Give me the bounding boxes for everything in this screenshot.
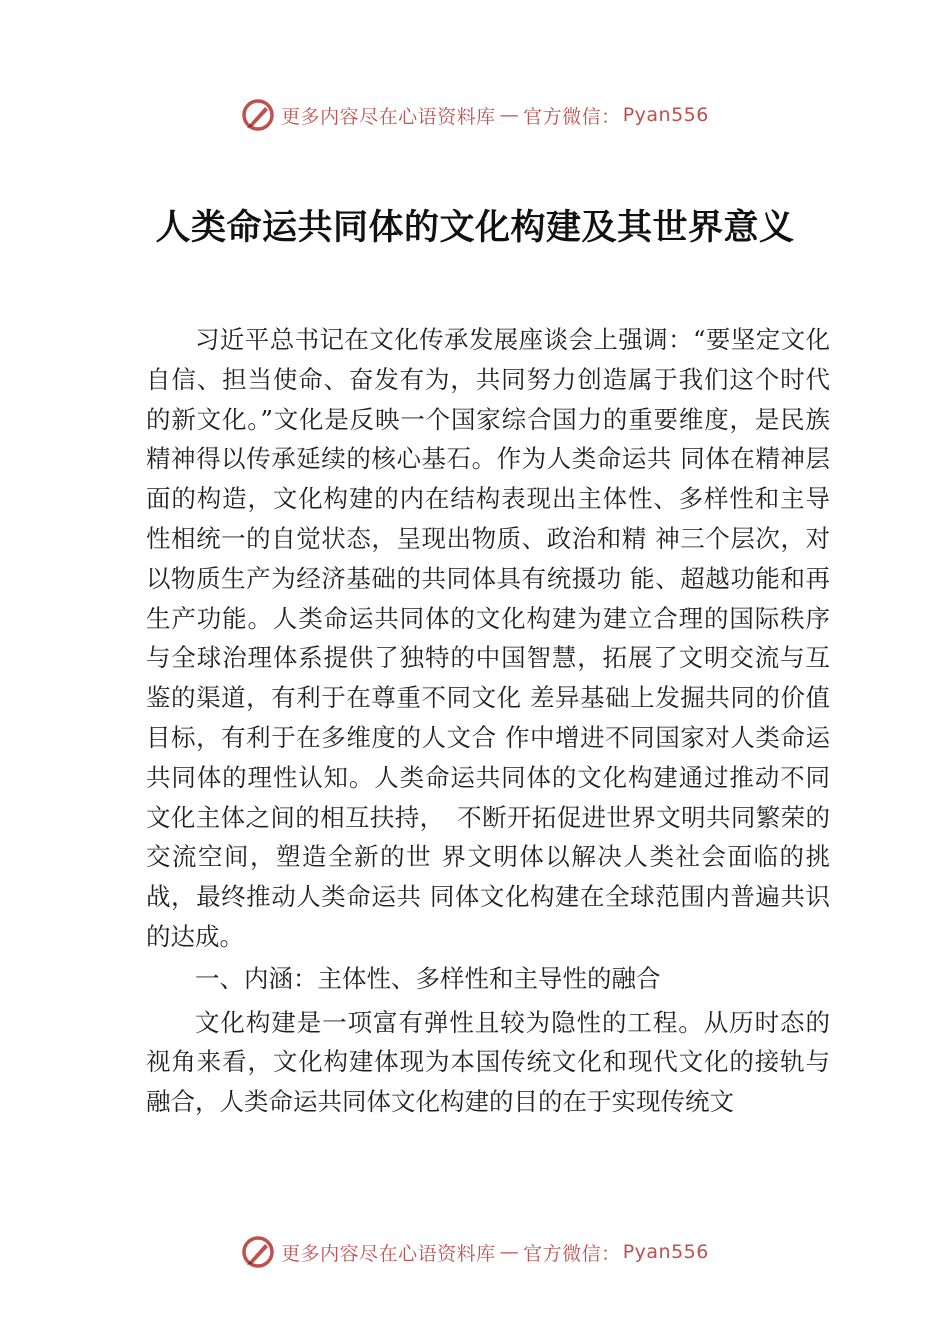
header-banner — [0, 95, 950, 135]
banner-text: 更多内容尽在心语资料库 — [281, 1242, 496, 1265]
section-heading: 一、内涵：主体性、多样性和主导性的融合 — [195, 963, 661, 993]
document-title: 人类命运共同体的文化构建及其世界意义 — [155, 207, 795, 248]
banner-text: 更多内容尽在心语资料库 — [281, 105, 496, 128]
banner-separator: — — [499, 104, 520, 126]
banner-wechat-id: Pyan556 — [622, 104, 709, 126]
paragraph-section-1: 文化构建是一项富有弹性且较为隐性的工程。从历时态的视角来看，文化构建体现为本国传统文化和现代文化的接轨与融合，人类命运共同体文化构建的目的在于实现传统文 — [146, 1007, 830, 1117]
banner-wechat-label: 官方微信： — [523, 105, 621, 128]
banner-separator: — — [499, 1241, 520, 1263]
banner-wechat-label: 官方微信： — [523, 1242, 621, 1265]
banner-wechat-id: Pyan556 — [622, 1241, 709, 1263]
paragraph-intro: 习近平总书记在文化传承发展座谈会上强调：“要坚定文化自信、担当使命、奋发有为，共同努力创造属于我们这个时代的新文化。”文化是反映一个国家综合国力的重要维度，是民族精神得以传承延续的核心基石。作为人类命运共 同体在精神层面的构造，文化构建的内在结构表现出主体性、多样性和主导性相统一的自觉状态，呈现出物质、政治和精 神三个层次，对以物质生产为经济基础的共同体具有统摄功 能、超越功能和再生产功能。人类命运共同体的文化构建为建立合理的国际秩序与全球治理体系提供了独特的中国智慧，拓展了文明交流与互鉴的渠道，有利于在尊重不同文化 差异基础上发掘共同的价值目标，有利于在多维度的人文合 作中增进不同国家对人类命运共同体的理性认知。人类命运共同体的文化构建通过推动不同文化主体之间的相互扶持， 不断开拓促进世界文明共同繁荣的交流空间，塑造全新的世 界文明体以解决人类社会面临的挑战，最终推动人类命运共 同体文化构建在全球范围内普遍共识的达成。 — [146, 325, 830, 951]
footer-banner — [0, 1232, 950, 1272]
document-body — [146, 320, 830, 1122]
pen-circle-logo-icon — [241, 98, 275, 132]
pen-circle-logo-icon — [241, 1235, 275, 1269]
